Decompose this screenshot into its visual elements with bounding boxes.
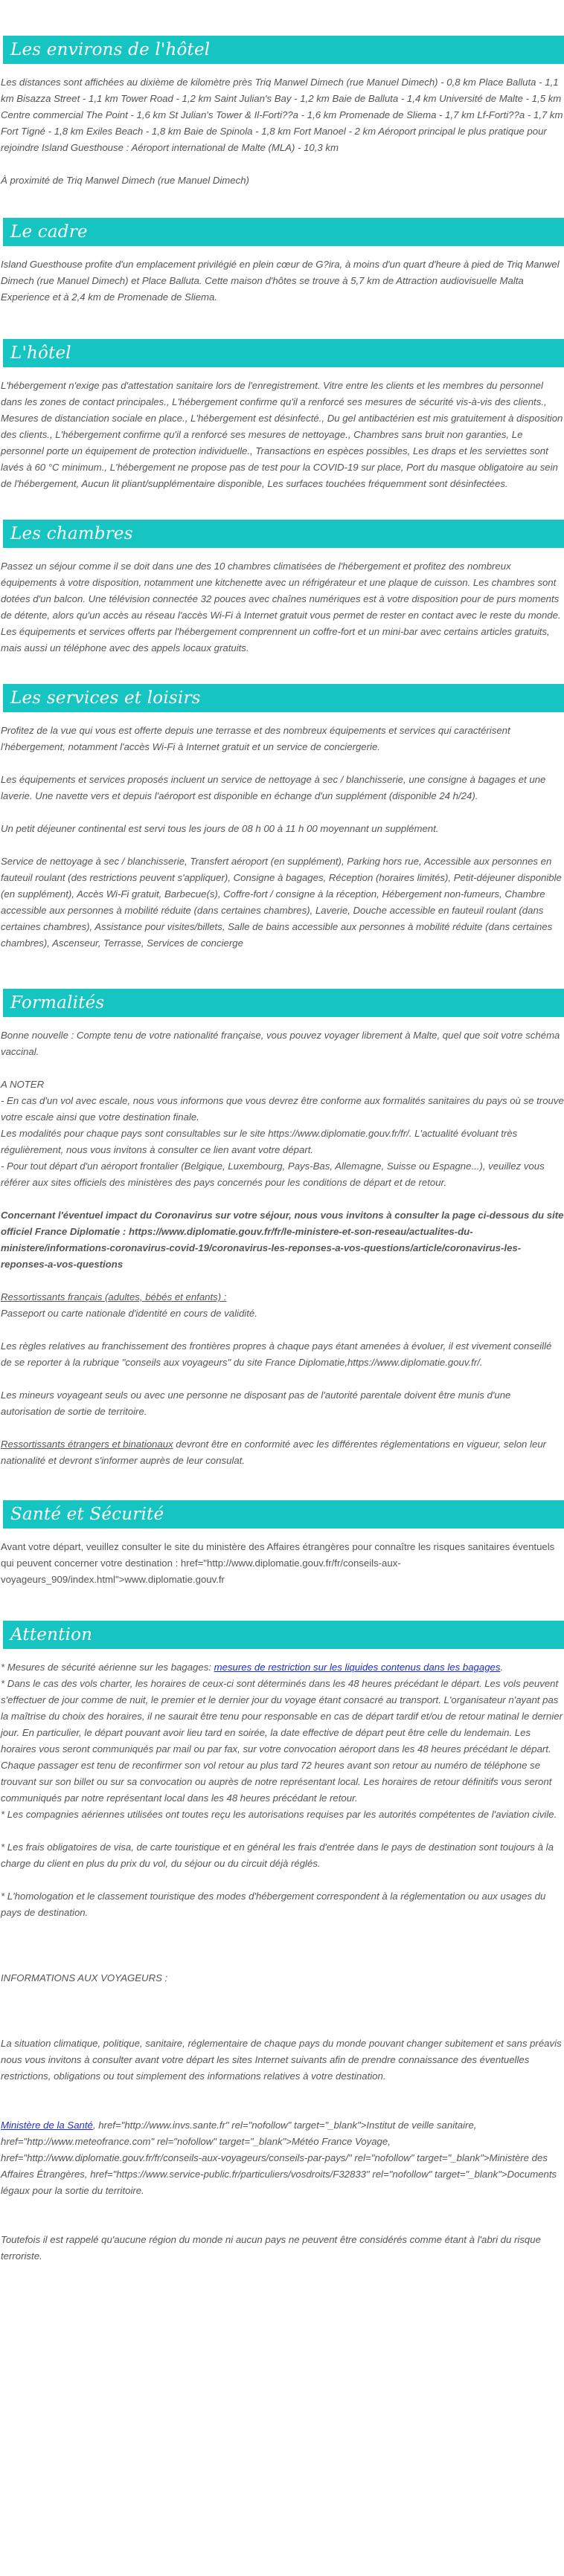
section-title: Formalités bbox=[10, 993, 105, 1013]
section-title: Les environs de l'hôtel bbox=[10, 40, 211, 59]
section-hotel bbox=[0, 306, 564, 492]
chambres-text: Passez un séjour comme il se doit dans une des 10 chambres climatisées de l'hébergement et profitez des nombreux équipements à votre disposition, notamment une kitchenette avec un réfrigérateur et une plaque de cuisson. Les chambres sont dotées d'un balcon. Une télévision connectée 32 pouces avec chaînes numériques est à votre disposition pour de purs moments de détente, alors qu'un accès au réseau l'accès Wi-Fi à Internet gratuit vous permet de rester en contact avec le reste du monde. Les équipements et services offerts par l'hébergement comprennent un coffre-fort et un mini-bar avec certains articles gratuits, mais aussi un téléphone avec des appels locaux gratuits. bbox=[1, 561, 561, 653]
distances-text: Les distances sont affichées au dixième de kilomètre près Triq Manwel Dimech (rue Manuel Dimech) - 0,8 km Place Balluta - 1,1 km Bisazza Street - 1,1 km Tower Road - 1,2 km Saint Julian's Bay - 1,2 km Baie de Balluta - 1,4 km Université de Malte - 1,5 km Centre commercial The Point - 1,6 km St Julian's Tower & Il-Forti??a - 1,6 km Promenade de Sliema - 1,7 km Lf-Forti??a - 1,7 km Fort Tigné - 1,8 km Exiles Beach - 1,8 km Baie de Spinola - 1,8 km Fort Manoel - 2 km Aéroport principal le plus pratique pour rejoindre Island Guesthouse : Aéroport international de Malte (MLA) - 10,3 km bbox=[1, 77, 563, 153]
note-escale: - En cas d'un vol avec escale, nous vous informons que vous devrez être conforme aux formalités sanitaires du pays où se trouve votre escale ainsi que votre destination finale. bbox=[1, 1095, 564, 1123]
section-header bbox=[3, 1621, 564, 1649]
regles-text: Les règles relatives au franchissement des frontières propres à chaque pays étant amenées à évoluer, il est vivement conseillé de se reporter à la rubrique "conseils aux voyageurs" du site France Diplomatie,https://www.diplomatie.gouv.fr/. bbox=[1, 1340, 552, 1368]
info-links bbox=[1, 2117, 564, 2199]
note-frontalier: - Pour tout départ d'un aéroport frontalier (Belgique, Luxembourg, Pays-Bas, Allemagne, Suisse ou Espagne...), veuillez vous référer aux sites officiels des ministères des pays concernés pour les conditions de départ et de retour. bbox=[1, 1161, 545, 1188]
bagages-label: * Mesures de sécurité aérienne sur les bagages: bbox=[1, 1662, 214, 1673]
section-attention bbox=[0, 1588, 564, 2265]
ressortissants-etrangers bbox=[1, 1436, 564, 1469]
section-header bbox=[3, 520, 564, 548]
section-title: Attention bbox=[10, 1625, 93, 1644]
attention-compagnies: * Les compagnies aériennes utilisées ont toutes reçu les autorisations requises par les autorités compétentes de l'aviation civile. bbox=[1, 1809, 557, 1820]
section-title: Les services et loisirs bbox=[10, 688, 201, 708]
attention-homologation: * L'homologation et le classement touristique des modes d'hébergement correspondent à la réglementation ou aux usages du pays de destination. bbox=[1, 1891, 546, 1918]
formalites-intro: Bonne nouvelle : Compte tenu de votre nationalité française, vous pouvez voyager librement à Malte, quel que soit votre schéma vaccinal. bbox=[1, 1030, 560, 1057]
ressortissants-etrangers-text: devront être en conformité avec les différentes réglementations en vigueur, selon leur nationalité et devront s'informer auprès de leur consulat. bbox=[1, 1439, 547, 1466]
note-title: A NOTER bbox=[1, 1079, 45, 1090]
info-links-text: , href="http://www.invs.sante.fr" rel="nofollow" target="_blank">Institut de veille sanitaire, href="http://www.meteofrance.com" rel="nofollow" target="_blank">Météo France Voyage, href="http://www.diplomatie.gouv.fr/fr/conseils-aux-voyageurs/conseils-par-pays/" rel="nofollow" target="_blank">Ministère des Affaires Étrangères, href="https://www.service-public.fr/particuliers/vosdroits/F32833" rel="nofollow" target="_blank">Documents légaux pour la sortie du territoire. bbox=[1, 2120, 557, 2196]
info-sites: nous vous invitons à consulter avant votre départ les sites Internet suivants afin de prendre connaissance des éventuelles restrictions, obligations ou tout simplement des informations relatives à votre destination. bbox=[1, 2054, 530, 2082]
mineurs-text: Les mineurs voyageant seuls ou avec une personne ne disposant pas de l'autorité parentale doivent être munis d'une autorisation de sortie de territoire. bbox=[1, 1389, 511, 1417]
ressortissants-francais-text: Passeport ou carte nationale d'identité en cours de validité. bbox=[1, 1308, 257, 1319]
liquides-restriction-link[interactable]: mesures de restriction sur les liquides contenus dans les bagages bbox=[214, 1662, 501, 1673]
proximity-text: À proximité de Triq Manwel Dimech (rue Manuel Dimech) bbox=[1, 175, 249, 186]
section-header bbox=[3, 684, 564, 712]
note-modalites: Les modalités pour chaque pays sont consultables sur le site https://www.diplomatie.gouv.fr/fr/. L'actualité évoluant très régulièrement, nous vous invitons à consulter ce lien avant votre départ. bbox=[1, 1128, 518, 1155]
section-header bbox=[3, 989, 564, 1017]
section-header bbox=[3, 36, 564, 64]
attention-charter: * Dans le cas des vols charter, les horaires de ceux-ci sont déterminés dans les 48 heures précédant le départ. Les vols peuvent s'effectuer de jour comme de nuit, le premier et le dernier jour du voyage étant consacré au transport. L'organisateur n'ayant pas la maîtrise du choix des horaires, il ne saurait être tenu pour responsable en cas de départ tardif et/ou de retour matinal le dernier jour. En particulier, le départ pouvant avoir lieu tard en soirée, la date effective de départ peut être celle du lendemain. Les horaires vous seront communiqués par mail ou par fax, sur votre convocation aéroport dans les 48 heures précédant le départ. Chaque passager est tenu de reconfirmer son vol retour au plus tard 72 heures avant son retour au numéro de téléphone se trouvant sur son billet ou sur sa convocation ou auprès de notre représentant local. Les horaires de retour définitifs vous seront communiqués par notre représentant local dans les 48 heures précédant le retour. bbox=[1, 1678, 563, 1804]
attention-bagages bbox=[1, 1659, 564, 1676]
section-title: Santé et Sécurité bbox=[10, 1505, 164, 1524]
section-header bbox=[3, 339, 564, 367]
services-equipment: Les équipements et services proposés incluent un service de nettoyage à sec / blanchisserie, une consigne à bagages et une laverie. Une navette vers et depuis l'aéroport est disponible en échange d'un supplément (disponible 24 h/24). bbox=[1, 774, 546, 801]
section-header bbox=[3, 1500, 564, 1529]
ressortissants-francais-title: Ressortissants français (adultes, bébés et enfants) : bbox=[1, 1291, 227, 1302]
services-list: Service de nettoyage à sec / blanchisserie, Transfert aéroport (en supplément), Parking hors rue, Accessible aux personnes en fauteuil roulant (des restrictions peuvent s'appliquer), Consigne à bagages, Réception (horaires limités), Petit-déjeuner disponible (en supplément), Accès Wi-Fi gratuit, Barbecue(s), Coffre-fort / consigne à la réception, Hébergement non-fumeurs, Chambre accessible aux personnes à mobilité réduite (dans certaines chambres), Laverie, Douche accessible en fauteuil roulant (dans certaines chambres), Assistance pour visites/billets, Salle de bains accessible aux personnes à mobilité réduite (dans certaines chambres), Ascenseur, Terrasse, Services de concierge bbox=[1, 856, 562, 949]
section-title: L'hôtel bbox=[10, 343, 71, 363]
ressortissants-etrangers-title: Ressortissants étrangers et binationaux bbox=[1, 1439, 173, 1450]
info-situation: La situation climatique, politique, sanitaire, réglementaire de chaque pays du monde pouvant changer subitement et sans préavis bbox=[1, 2038, 562, 2049]
attention-visa: * Les frais obligatoires de visa, de carte touristique et en général les frais d'entrée dans le pays de destination sont toujours à la charge du client en plus du prix du vol, du séjour ou du circuit déjà réglés. bbox=[1, 1841, 554, 1869]
section-formalites bbox=[0, 952, 564, 1469]
section-environs bbox=[0, 0, 564, 189]
coronavirus-notice: Concernant l'éventuel impact du Coronavirus sur votre séjour, nous vous invitons à consulter la page ci-dessous du site officiel France Diplomatie : https://www.diplomatie.gouv.fr/fr/le-ministere-et-son-reseau/actualites-du-ministere/informations-coronavirus-covid-19/coronavirus-les-reponses-a-vos-questions/article/coronavirus-les-reponses-a-vos-questions bbox=[1, 1210, 564, 1270]
info-voyageurs-title: INFORMATIONS AUX VOYAGEURS : bbox=[1, 1972, 168, 1983]
ministere-sante-link[interactable]: Ministère de la Santé bbox=[1, 2120, 93, 2131]
services-intro: Profitez de la vue qui vous est offerte depuis une terrasse et des nombreux équipements et services qui caractérisent l'hébergement, notamment l'accès Wi-Fi à Internet gratuit et un service de conciergerie. bbox=[1, 725, 510, 752]
section-cadre bbox=[0, 189, 564, 306]
sante-text: Avant votre départ, veuillez consulter le site du ministère des Affaires étrangères pour connaître les risques sanitaires éventuels qui peuvent concerner votre destination : href="http://www.diplomatie.gouv.fr/fr/conseils-aux-voyageurs_909/index.html">www.diplomatie.gouv.fr bbox=[1, 1541, 555, 1585]
section-chambres bbox=[0, 492, 564, 656]
terrorisme-text: Toutefois il est rappelé qu'aucune région du monde ni aucun pays ne peuvent être considérés comme étant à l'abri du risque terroriste. bbox=[1, 2234, 541, 2262]
section-header bbox=[3, 218, 564, 246]
hotel-text: L'hébergement n'exige pas d'attestation sanitaire lors de l'enregistrement. Vitre entre les clients et les membres du personnel dans les zones de contact principales., L'hébergement confirme qu'il a renforcé ses mesures de sécurité vis-à-vis des clients., Mesures de distanciation sociale en place., L'hébergement est désinfecté., Du gel antibactérien est mis gratuitement à disposition des clients., L'hébergement confirme qu'il a renforcé ses mesures de nettoyage., Chambres sans bruit non garanties, Le personnel porte un équipement de protection individuelle., Transactions en espèces possibles, Les draps et les serviettes sont lavés à 60 °C minimum., L'hébergement ne propose pas de test pour la COVID-19 sur place, Port du masque obligatoire au sein de l'hébergement, Aucun lit pliant/supplémentaire disponible, Les surfaces touchées fréquemment sont désinfectées. bbox=[1, 380, 563, 489]
services-breakfast: Un petit déjeuner continental est servi tous les jours de 08 h 00 à 11 h 00 moyennant un supplément. bbox=[1, 823, 439, 834]
cadre-text: Island Guesthouse profite d'un emplacement privilégié en plein cœur de G?ira, à moins d'un quart d'heure à pied de Triq Manwel Dimech (rue Manuel Dimech) et Place Balluta. Cette maison d'hôtes se trouve à 5,7 km de Attraction audiovisuelle Malta Experience et à 2,4 km de Promenade de Sliema. bbox=[1, 259, 560, 303]
section-sante bbox=[0, 1469, 564, 1588]
section-title: Les chambres bbox=[10, 524, 133, 543]
section-title: Le cadre bbox=[10, 222, 88, 242]
bagages-end: . bbox=[500, 1662, 504, 1673]
section-services bbox=[0, 656, 564, 952]
